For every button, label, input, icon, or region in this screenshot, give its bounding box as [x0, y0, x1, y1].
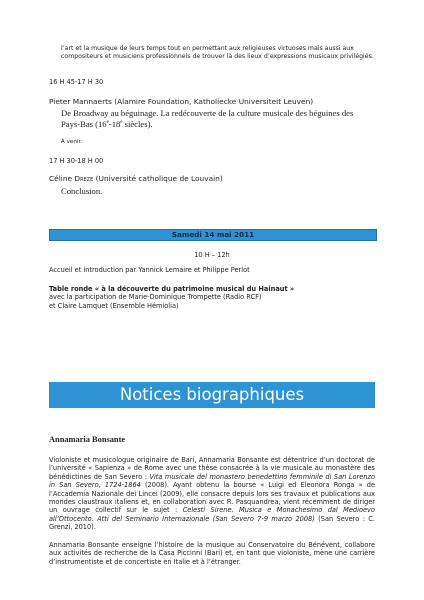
roundtable-participants-2: et Claire Lamquet (Ensemble Hémiolia) [49, 301, 179, 310]
speaker-1: Pieter Mannaerts (Alamire Foundation, Katholiecke Universiteit Leuven) [49, 97, 314, 106]
bio-name: Annamaria Bonsante [49, 435, 126, 444]
day-banner: Samedi 14 mai 2011 [49, 229, 377, 241]
talk-title-1: De Broadway au béguinage. La redécouverte de la culture musicale des béguines des Pays-Bas (16e-18e siècles). [61, 108, 354, 129]
session-time-2: 17 H 30-18 H 00 [49, 157, 104, 165]
day-time: 10 H – 12h [194, 251, 230, 259]
section-title: Notices biographiques [49, 382, 375, 408]
roundtable-block [49, 285, 379, 310]
talk-note-1: À venir. [61, 139, 83, 145]
bio-paragraph-2: Annamaria Bonsante enseigne l’histoire de la musique au Conservatoire du Bénévent, collabore aux activités de recherche de la Casa Piccinni (Bari) et, en tant que violoniste, mène une carrière d’instrumentiste et de concertiste en Italie et à l’étranger. [49, 541, 375, 566]
roundtable-participants-1: avec la participation de Marie-Dominique Trompette (Radio RCF) [49, 293, 262, 302]
session-time-1: 16 H 45-17 H 30 [49, 78, 104, 86]
talk-title-2: Conclusion. [61, 186, 103, 196]
welcome-line: Accueil et introduction par Yannick Lemaire et Philippe Perlot [49, 266, 250, 274]
speaker-2: Céline Dreze (Université catholique de Louvain) [49, 174, 223, 183]
intro-paragraph: l’art et la musique de leurs temps tout en permettant aux religieuses virtuoses mais aussi aux compositeurs et musiciens professionnels de trouver là des lieux d’expressions musicaux privilégiés. [61, 45, 374, 61]
roundtable-title: Table ronde « à la découverte du patrimoine musical du Hainaut » [49, 285, 295, 293]
bio-paragraph-1: Violoniste et musicologue originaire de Bari, Annamaria Bonsante est détentrice d’un doctorat de l’université « Sapienza » de Rome avec une thèse consacrée à la vie musicale au monastère des bénédictines de San Severo : Vita musicale del monastero benedettino femminile di San Lorenzo in San Severo, 1724-1864 (2008). Ayant obtenu la bourse « Luigi ed Eleonora Ronga » de l’Accademia Nazionale dei Lincei (2009), elle consacre depuis lors ses travaux et publications aux mondes claustraux italiens et, en collaboration avec R. Pasquandrea, vient récemment de diriger un ouvrage collectif sur le sujet : Celesti Sirene. Musica e Monachesimo dal Medioevo all’Ottocento. Atti del Seminario Internazionale (San Severo 7-9 marzo 2008) (San Severo : C. Grenzi, 2010). [49, 456, 375, 532]
